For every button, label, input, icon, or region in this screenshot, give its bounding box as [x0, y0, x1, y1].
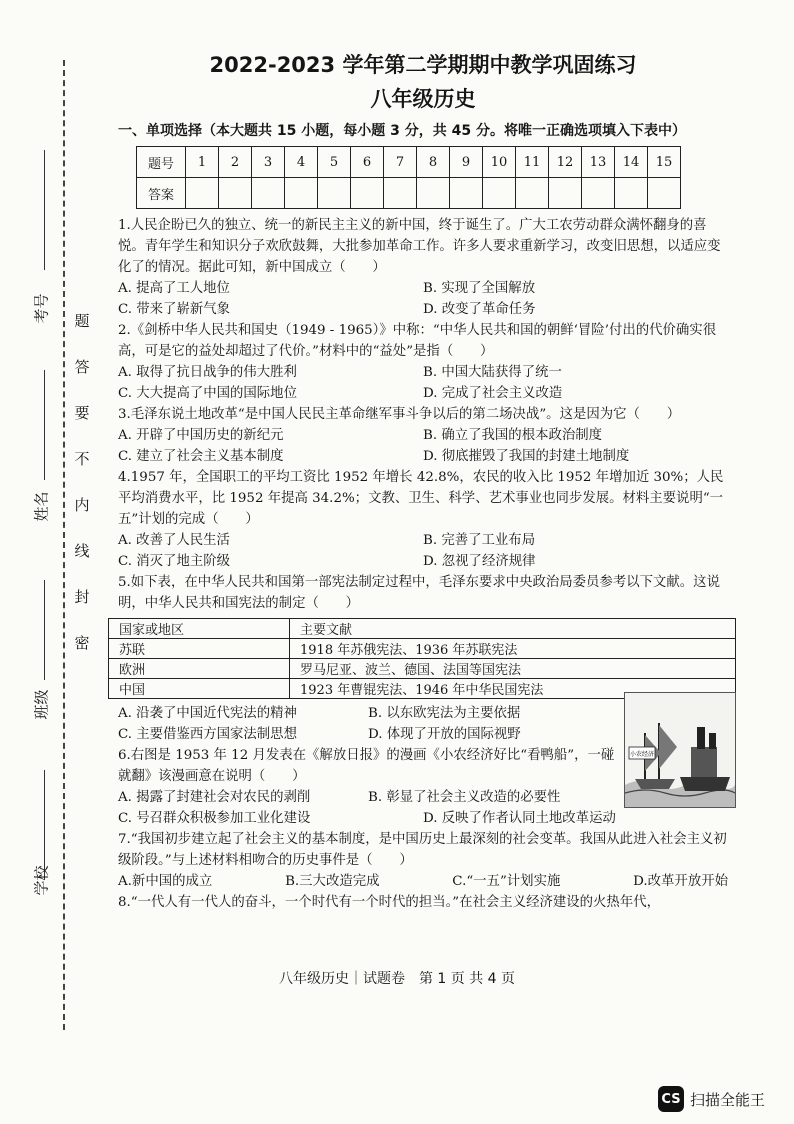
table-cell: 1923 年曹锟宪法、1946 年中华民国宪法: [290, 679, 736, 699]
option: C. 大大提高了中国的国际地位: [118, 386, 297, 401]
warning-char: 内: [74, 496, 90, 514]
constitution-source-table: [108, 618, 736, 699]
answer-cell[interactable]: [549, 178, 582, 209]
answer-cell[interactable]: [450, 178, 483, 209]
option: D. 完成了社会主义改造: [423, 386, 563, 401]
cartoon-ships-illustration: [625, 693, 735, 807]
question-options: [118, 808, 728, 829]
blank-line: [44, 580, 45, 680]
answer-cell[interactable]: [384, 178, 417, 209]
question-number-cell: 3: [252, 147, 285, 178]
blank-line: [44, 370, 45, 480]
option: B.三大改造完成: [285, 874, 380, 889]
field-school: 学校: [32, 865, 51, 896]
question-options: [118, 362, 728, 404]
answer-cell[interactable]: [219, 178, 252, 209]
question-options: [118, 278, 728, 320]
warning-char: 要: [74, 404, 90, 422]
question-number-cell: 15: [648, 147, 681, 178]
blank-line: [44, 150, 45, 270]
field-class: 班级: [32, 689, 51, 720]
question-number-cell: 9: [450, 147, 483, 178]
option: A.新中国的成立: [118, 874, 213, 889]
option: C. 带来了崭新气象: [118, 302, 231, 317]
question-number-cell: 10: [483, 147, 516, 178]
question-number-cell: 13: [582, 147, 615, 178]
field-exam-number: 考号: [32, 293, 51, 324]
option: D. 反映了作者认同土地改革运动: [423, 811, 616, 826]
question-number-cell: 5: [318, 147, 351, 178]
table-cell: 1918 年苏俄宪法、1936 年苏联宪法: [290, 639, 736, 659]
question-stem: 7.“我国初步建立起了社会主义的基本制度，是中国历史上最深刻的社会变革。我国从此进入社会主义初级阶段。”与上述材料相吻合的历史事件是（ ）: [118, 832, 727, 868]
answer-cell[interactable]: [417, 178, 450, 209]
table-cell: 苏联: [109, 639, 290, 659]
option: A. 揭露了封建社会对农民的剥削: [118, 790, 311, 805]
option: C. 主要借鉴西方国家法制思想: [118, 727, 297, 742]
option: B. 完善了工业布局: [423, 533, 536, 548]
question-number-cell: 8: [417, 147, 450, 178]
question-stem: 8.“一代人有一代人的奋斗，一个时代有一个时代的担当。”在社会主义经济建设的火热年代，: [118, 895, 660, 910]
answer-table: [136, 146, 681, 209]
scanner-watermark: [658, 1086, 765, 1112]
warning-char: 答: [74, 358, 90, 376]
question-stem: 3.毛泽东说土地改革“是中国人民民主革命继军事斗争以后的第二场决战”。这是因为它（ ）: [118, 407, 681, 422]
cartoon-label: 小农经济: [629, 751, 655, 758]
answer-cell[interactable]: [648, 178, 681, 209]
answer-cell[interactable]: [582, 178, 615, 209]
warning-char: 线: [74, 542, 90, 560]
option: B. 以东欧宪法为主要依据: [368, 706, 521, 721]
warning-char: 不: [74, 450, 90, 468]
question-stem: 4.1957 年，全国职工的平均工资比 1952 年增长 42.8%，农民的收入比 1952 年增加近 30%；人民平均消费水平，比 1952 年提高 34.2%；文教、卫生、科学、艺术事业也同步发展。材料主要说明“一五”计划的完成（ ）: [118, 470, 724, 527]
page-footer: 八年级历史｜试题卷 第 1 页 共 4 页: [278, 971, 516, 987]
blank-line: [44, 770, 45, 880]
option: A. 开辟了中国历史的新纪元: [118, 428, 284, 443]
question-stem: 5.如下表，在中华人民共和国第一部宪法制定过程中，毛泽东要求中央政治局委员参考以下文献。这说明，中华人民共和国宪法的制定（ ）: [118, 575, 720, 611]
question-options: [118, 530, 728, 572]
answer-cell[interactable]: [351, 178, 384, 209]
scanner-watermark-text: 扫描全能王: [690, 1090, 766, 1109]
answer-table-label: 题号: [137, 147, 186, 178]
option: A. 沿袭了中国近代宪法的精神: [118, 706, 297, 721]
question-options: [118, 425, 728, 467]
option: B. 中国大陆获得了统一: [423, 365, 562, 380]
answer-cell[interactable]: [318, 178, 351, 209]
question-number-cell: 7: [384, 147, 417, 178]
seal-dashed-line: [63, 60, 65, 1030]
question-number-cell: 14: [615, 147, 648, 178]
question-number-cell: 11: [516, 147, 549, 178]
question-stem: 6.右图是 1953 年 12 月发表在《解放日报》的漫画《小农经济好比“看鸭船”，一碰就翻》该漫画意在说明（ ）: [118, 748, 615, 784]
option: C. 号召群众积极参加工业化建设: [118, 811, 311, 826]
option: B. 彰显了社会主义改造的必要性: [368, 790, 561, 805]
warning-char: 密: [74, 634, 90, 652]
option: D.改革开放开始: [633, 874, 728, 889]
answer-cell[interactable]: [252, 178, 285, 209]
section-heading: 一、单项选择（本大题共 15 小题，每小题 3 分，共 45 分。将唯一正确选项填入下表中）: [118, 123, 686, 139]
answer-cell[interactable]: [615, 178, 648, 209]
option: B. 实现了全国解放: [423, 281, 536, 296]
cartoon-image: [624, 692, 736, 808]
table-header: 国家或地区: [109, 619, 290, 639]
table-row: [109, 659, 736, 679]
exam-title: 2022-2023 学年第二学期期中教学巩固练习: [209, 53, 637, 77]
option: D. 改变了革命任务: [423, 302, 536, 317]
option: B. 确立了我国的根本政治制度: [423, 428, 603, 443]
question-number-cell: 2: [219, 147, 252, 178]
table-cell: 罗马尼亚、波兰、德国、法国等国宪法: [290, 659, 736, 679]
question-options: [118, 703, 618, 745]
warning-char: 题: [74, 312, 90, 330]
question-stem: 1.人民企盼已久的独立、统一的新民主主义的新中国，终于诞生了。广大工农劳动群众满怀翻身的喜悦。青年学生和知识分子欢欣鼓舞，大批参加革命工作。许多人要求重新学习，改变旧思想，以适应变化了的情况。据此可知，新中国成立（ ）: [118, 218, 721, 275]
question-number-cell: 6: [351, 147, 384, 178]
table-cell: 欧洲: [109, 659, 290, 679]
answer-table-answer-row: [137, 178, 681, 209]
option: A. 改善了人民生活: [118, 533, 230, 548]
option: D. 忽视了经济规律: [423, 554, 536, 569]
option: A. 提高了工人地位: [118, 281, 230, 296]
table-header: 主要文献: [290, 619, 736, 639]
exam-subtitle: 八年级历史: [370, 87, 476, 111]
option: C. 消灭了地主阶级: [118, 554, 231, 569]
option: D. 体现了开放的国际视野: [368, 727, 521, 742]
answer-cell[interactable]: [285, 178, 318, 209]
question-options: [118, 871, 728, 892]
option: D. 彻底摧毁了我国的封建土地制度: [423, 449, 630, 464]
camscanner-logo-icon: CS: [658, 1086, 684, 1112]
answer-cell[interactable]: [186, 178, 219, 209]
field-name: 姓名: [32, 491, 51, 522]
answer-cell[interactable]: [483, 178, 516, 209]
table-row: [109, 639, 736, 659]
option: C. 建立了社会主义基本制度: [118, 449, 284, 464]
question-number-cell: 12: [549, 147, 582, 178]
answer-cell[interactable]: [516, 178, 549, 209]
question-number-cell: 1: [186, 147, 219, 178]
question-options: [118, 787, 618, 808]
table-cell: 中国: [109, 679, 290, 699]
question-stem: 2.《剑桥中华人民共和国史（1949 - 1965）》中称：“中华人民共和国的朝鲜‘冒险’付出的代价确实很高，可是它的益处却超过了代价。”材料中的“益处”是指（ ）: [118, 323, 717, 359]
answer-table-label: 答案: [137, 178, 186, 209]
option: C.“一五”计划实施: [452, 874, 561, 889]
option: A. 取得了抗日战争的伟大胜利: [118, 365, 297, 380]
warning-char: 封: [74, 588, 90, 606]
answer-table-number-row: [137, 147, 681, 178]
question-number-cell: 4: [285, 147, 318, 178]
